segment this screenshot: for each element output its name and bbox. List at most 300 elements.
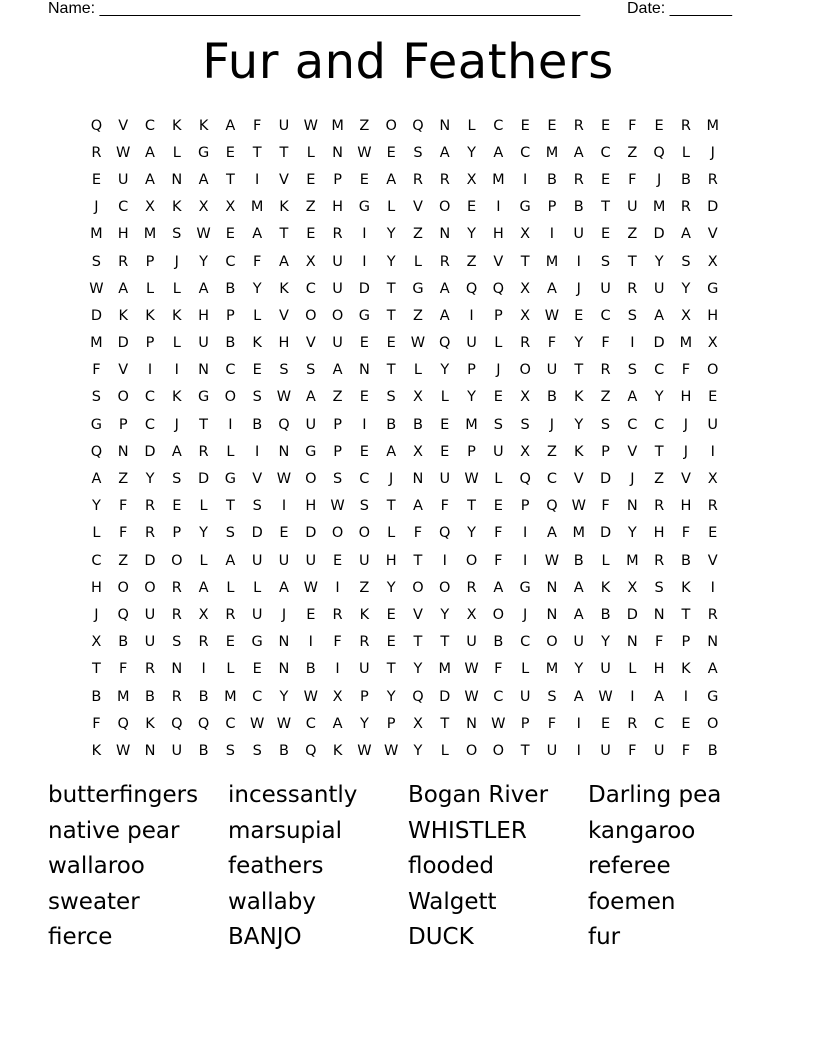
grid-letter: S <box>493 416 503 433</box>
grid-letter: I <box>335 579 340 596</box>
grid-letter: A <box>91 471 102 488</box>
grid-letter: C <box>118 199 129 216</box>
grid-letter: Z <box>412 226 423 243</box>
grid-letter: U <box>305 552 317 569</box>
grid-letter: C <box>520 144 531 161</box>
grid-letter: T <box>386 661 396 678</box>
grid-letter: I <box>308 634 313 651</box>
grid-letter: G <box>707 688 719 705</box>
grid-letter: D <box>599 525 612 542</box>
grid-letter: L <box>467 117 476 134</box>
grid-letter: P <box>145 335 155 352</box>
grid-letter: J <box>94 199 99 216</box>
grid-letter: N <box>171 171 183 188</box>
grid-letter: H <box>653 661 665 678</box>
grid-letter: T <box>654 443 664 460</box>
grid-letter: R <box>332 606 343 623</box>
grid-letter: L <box>306 144 315 161</box>
grid-row <box>83 547 726 574</box>
grid-letter: T <box>413 634 423 651</box>
grid-letter: O <box>465 742 478 759</box>
grid-letter: N <box>707 634 719 651</box>
grid-letter: F <box>413 525 423 542</box>
grid-letter: L <box>226 579 235 596</box>
grid-letter: W <box>116 742 131 759</box>
grid-letter: D <box>626 606 638 623</box>
grid-letter: Q <box>412 688 424 705</box>
grid-letter: W <box>410 335 426 352</box>
grid-letter: N <box>439 226 451 243</box>
grid-letter: T <box>279 226 289 243</box>
grid-letter: U <box>573 634 585 651</box>
grid-letter: O <box>117 579 129 596</box>
word-bank-item: incessantly <box>228 782 358 808</box>
grid-letter: O <box>305 307 317 324</box>
grid-letter: T <box>386 362 396 379</box>
grid-letter: M <box>224 688 237 705</box>
grid-letter: S <box>252 389 262 406</box>
grid-letter: K <box>573 443 584 460</box>
grid-letter: B <box>600 606 611 623</box>
grid-letter: A <box>493 144 504 161</box>
grid-letter: E <box>493 389 503 406</box>
grid-letter: F <box>92 715 101 732</box>
grid-letter: W <box>303 688 318 705</box>
grid-letter: E <box>332 552 343 569</box>
grid-letter: S <box>332 471 343 488</box>
grid-letter: T <box>520 742 530 759</box>
grid-letter: E <box>386 335 396 352</box>
grid-row <box>83 302 726 329</box>
grid-letter: G <box>90 416 103 433</box>
grid-letter: I <box>523 171 528 188</box>
grid-letter: C <box>305 715 316 732</box>
grid-letter: O <box>305 471 317 488</box>
grid-letter: G <box>707 280 719 297</box>
grid-letter: L <box>494 471 503 488</box>
word-bank-item: wallaby <box>228 888 316 915</box>
grid-letter: X <box>91 634 102 651</box>
grid-letter: Y <box>199 253 209 270</box>
grid-letter: M <box>706 117 719 134</box>
grid-letter: I <box>255 171 260 188</box>
grid-letter: L <box>226 661 235 678</box>
grid-letter: R <box>118 253 129 270</box>
grid-row <box>83 194 726 221</box>
grid-letter: O <box>144 579 156 596</box>
grid-letter: R <box>627 715 638 732</box>
grid-letter: L <box>253 579 262 596</box>
grid-letter: E <box>252 661 262 678</box>
grid-letter: E <box>547 117 557 134</box>
grid-letter: K <box>118 307 128 324</box>
grid-letter: Q <box>412 117 424 134</box>
name-field-label: Name: ______________________________________________________ <box>48 0 581 17</box>
grid-row <box>83 330 726 357</box>
grid-letter: I <box>683 688 689 705</box>
grid-row <box>83 411 726 438</box>
grid-letter: L <box>601 552 610 569</box>
grid-letter: B <box>680 552 691 569</box>
grid-letter: D <box>198 471 210 488</box>
grid-letter: Q <box>305 742 317 759</box>
grid-letter: E <box>520 117 530 134</box>
grid-letter: H <box>332 199 344 216</box>
grid-letter: N <box>546 579 558 596</box>
grid-letter: L <box>628 661 637 678</box>
grid-letter: Q <box>278 416 290 433</box>
grid-letter: X <box>707 471 718 488</box>
grid-letter: Y <box>413 661 423 678</box>
grid-row <box>83 683 726 710</box>
word-bank-item: referee <box>588 853 671 879</box>
grid-letter: U <box>359 661 370 678</box>
grid-letter: L <box>521 661 530 678</box>
grid-letter: L <box>387 525 396 542</box>
grid-letter: A <box>627 389 638 406</box>
grid-letter: U <box>600 742 611 759</box>
letter-grid <box>83 112 726 765</box>
date-field-label: Date: _______ <box>627 0 732 17</box>
grid-letter: C <box>654 362 665 379</box>
grid-letter: S <box>547 688 557 705</box>
grid-letter: L <box>199 498 208 515</box>
grid-letter: F <box>440 498 449 515</box>
grid-letter: B <box>305 661 316 678</box>
grid-letter: B <box>118 634 129 651</box>
grid-letter: X <box>198 199 209 216</box>
grid-letter: V <box>573 471 584 488</box>
grid-letter: M <box>572 525 585 542</box>
grid-letter: G <box>519 199 531 216</box>
grid-letter: M <box>331 117 344 134</box>
grid-letter: P <box>226 307 235 324</box>
grid-letter: W <box>464 661 479 678</box>
grid-letter: G <box>197 144 210 161</box>
grid-letter: R <box>654 498 665 515</box>
grid-letter: N <box>626 498 638 515</box>
grid-letter: Q <box>519 471 531 488</box>
grid-letter: V <box>680 471 691 488</box>
grid-row <box>83 493 726 520</box>
grid-letter: U <box>198 335 209 352</box>
grid-letter: A <box>573 606 584 623</box>
grid-letter: X <box>520 307 531 324</box>
grid-letter: W <box>303 117 318 134</box>
grid-letter: Y <box>145 471 155 488</box>
grid-letter: C <box>144 389 156 406</box>
grid-letter: S <box>600 416 611 433</box>
grid-letter: Y <box>199 525 209 542</box>
grid-letter: W <box>357 144 372 161</box>
grid-letter: E <box>225 634 235 651</box>
grid-letter: D <box>144 443 156 460</box>
grid-letter: L <box>494 335 503 352</box>
grid-letter: H <box>278 335 290 352</box>
grid-letter: U <box>466 335 477 352</box>
grid-letter: I <box>576 253 581 270</box>
grid-letter: M <box>492 171 505 188</box>
grid-letter: B <box>573 199 584 216</box>
grid-letter: D <box>439 688 451 705</box>
grid-letter: Y <box>574 661 584 678</box>
grid-letter: F <box>494 525 503 542</box>
grid-letter: S <box>252 498 262 515</box>
grid-letter: F <box>92 362 101 379</box>
grid-letter: B <box>91 688 102 705</box>
grid-letter: X <box>225 199 236 216</box>
grid-letter: Y <box>386 688 396 705</box>
grid-letter: L <box>413 253 422 270</box>
grid-letter: P <box>359 688 369 705</box>
grid-letter: F <box>681 362 691 379</box>
grid-letter: W <box>276 715 292 732</box>
grid-letter: G <box>305 443 317 460</box>
grid-letter: V <box>305 335 316 352</box>
grid-row <box>83 520 726 547</box>
grid-letter: D <box>653 335 665 352</box>
grid-letter: I <box>362 416 367 433</box>
grid-letter: H <box>492 226 504 243</box>
grid-letter: J <box>683 443 689 460</box>
grid-letter: C <box>225 253 236 270</box>
grid-letter: E <box>252 362 262 379</box>
grid-letter: T <box>199 416 209 433</box>
grid-letter: V <box>252 471 263 488</box>
grid-letter: A <box>654 307 665 324</box>
grid-letter: Y <box>627 525 637 542</box>
grid-letter: Y <box>654 389 664 406</box>
grid-letter: H <box>680 498 692 515</box>
grid-letter: A <box>198 171 209 188</box>
grid-letter: E <box>600 171 611 188</box>
grid-letter: A <box>573 688 584 705</box>
grid-letter: N <box>332 144 343 161</box>
grid-letter: K <box>332 742 343 759</box>
grid-letter: R <box>171 688 182 705</box>
grid-letter: U <box>278 117 290 134</box>
grid-letter: Y <box>386 226 396 243</box>
grid-letter: O <box>439 579 451 596</box>
grid-letter: J <box>174 253 179 270</box>
grid-letter: H <box>117 226 129 243</box>
grid-letter: E <box>225 144 235 161</box>
grid-letter: D <box>117 335 129 352</box>
grid-letter: J <box>683 416 689 433</box>
grid-letter: R <box>171 606 182 623</box>
grid-letter: E <box>466 199 477 216</box>
grid-letter: Q <box>197 715 210 732</box>
grid-letter: G <box>224 471 236 488</box>
grid-letter: A <box>279 579 289 596</box>
grid-letter: G <box>358 199 370 216</box>
grid-letter: S <box>225 525 235 542</box>
grid-letter: F <box>654 634 664 651</box>
grid-letter: R <box>707 606 718 623</box>
grid-letter: J <box>389 471 394 488</box>
grid-letter: T <box>386 280 396 297</box>
grid-letter: A <box>332 715 343 732</box>
grid-letter: B <box>493 634 504 651</box>
grid-letter: Q <box>653 144 665 161</box>
grid-letter: M <box>250 199 264 216</box>
word-bank-item: flooded <box>408 853 494 879</box>
grid-letter: T <box>279 144 289 161</box>
grid-letter: L <box>172 280 181 297</box>
grid-letter: C <box>91 552 102 569</box>
grid-letter: Z <box>359 579 370 596</box>
grid-letter: W <box>196 226 211 243</box>
grid-letter: H <box>653 525 665 542</box>
grid-letter: R <box>171 579 182 596</box>
grid-letter: Q <box>546 498 558 515</box>
grid-letter: Q <box>117 715 129 732</box>
grid-letter: U <box>251 606 263 623</box>
grid-letter: P <box>118 416 128 433</box>
grid-letter: K <box>172 389 182 406</box>
grid-letter: I <box>362 253 367 270</box>
grid-letter: E <box>574 307 584 324</box>
grid-letter: J <box>174 416 179 433</box>
grid-row <box>83 384 726 411</box>
grid-letter: U <box>546 362 558 379</box>
grid-letter: U <box>519 688 531 705</box>
grid-letter: U <box>332 280 343 297</box>
grid-letter: B <box>546 171 557 188</box>
grid-row <box>83 438 726 465</box>
grid-letter: F <box>681 742 691 759</box>
grid-letter: T <box>440 715 450 732</box>
grid-letter: M <box>545 253 559 270</box>
grid-letter: W <box>491 715 506 732</box>
grid-letter: J <box>656 171 662 188</box>
grid-letter: D <box>358 280 370 297</box>
grid-letter: U <box>600 661 611 678</box>
header <box>48 0 748 20</box>
grid-letter: J <box>630 471 635 488</box>
grid-letter: V <box>118 362 129 379</box>
grid-letter: W <box>303 579 318 596</box>
grid-letter: A <box>225 552 236 569</box>
grid-letter: B <box>707 742 718 759</box>
grid-letter: J <box>523 606 528 623</box>
grid-letter: O <box>492 606 505 623</box>
grid-letter: R <box>144 498 156 515</box>
grid-letter: A <box>546 280 557 297</box>
word-bank <box>48 778 768 956</box>
grid-letter: C <box>493 117 504 134</box>
word-bank-item: native pear <box>48 817 180 844</box>
grid-letter: H <box>385 552 397 569</box>
grid-letter: S <box>252 742 262 759</box>
word-bank-item: Bogan River <box>408 782 549 808</box>
grid-letter: U <box>439 471 451 488</box>
grid-row <box>83 248 726 275</box>
grid-letter: A <box>680 226 691 243</box>
grid-letter: S <box>91 389 101 406</box>
grid-row <box>83 166 726 193</box>
grid-letter: W <box>330 498 345 515</box>
grid-letter: A <box>439 144 450 161</box>
grid-letter: E <box>681 715 691 732</box>
grid-letter: K <box>573 389 584 406</box>
grid-letter: B <box>225 280 236 297</box>
grid-letter: W <box>357 742 372 759</box>
grid-letter: U <box>332 335 343 352</box>
grid-row <box>83 112 726 139</box>
grid-letter: B <box>680 171 691 188</box>
grid-letter: C <box>654 715 665 732</box>
grid-letter: S <box>359 498 369 515</box>
grid-letter: P <box>333 443 342 460</box>
grid-letter: Y <box>654 253 664 270</box>
grid-letter: K <box>145 715 155 732</box>
grid-letter: Y <box>359 715 369 732</box>
grid-row <box>83 737 726 764</box>
grid-letter: V <box>118 117 129 134</box>
grid-letter: I <box>147 362 153 379</box>
grid-letter: B <box>412 416 423 433</box>
grid-letter: N <box>278 634 290 651</box>
grid-letter: Y <box>440 362 450 379</box>
word-bank-item: sweater <box>48 888 140 915</box>
grid-letter: V <box>279 171 289 188</box>
grid-letter: F <box>681 525 691 542</box>
grid-letter: U <box>600 280 611 297</box>
grid-letter: S <box>600 253 611 270</box>
grid-letter: P <box>145 253 155 270</box>
grid-letter: P <box>467 443 476 460</box>
grid-letter: V <box>707 226 718 243</box>
grid-letter: W <box>116 144 131 161</box>
grid-row <box>83 221 726 248</box>
grid-letter: O <box>439 199 451 216</box>
grid-letter: L <box>681 144 690 161</box>
grid-row <box>83 357 726 384</box>
grid-letter: A <box>707 661 718 678</box>
grid-letter: Q <box>90 443 103 460</box>
grid-letter: E <box>225 226 235 243</box>
grid-letter: O <box>465 552 478 569</box>
grid-letter: E <box>440 416 450 433</box>
grid-letter: I <box>469 307 474 324</box>
grid-letter: R <box>573 171 584 188</box>
grid-letter: M <box>465 416 478 433</box>
grid-letter: I <box>228 416 233 433</box>
grid-letter: X <box>520 443 531 460</box>
grid-letter: P <box>601 443 610 460</box>
grid-letter: W <box>598 688 613 705</box>
grid-letter: S <box>91 253 101 270</box>
grid-letter: O <box>707 362 719 379</box>
grid-letter: U <box>359 552 370 569</box>
grid-letter: B <box>252 416 263 433</box>
grid-letter: R <box>466 579 477 596</box>
grid-letter: R <box>707 498 718 515</box>
grid-letter: G <box>519 579 531 596</box>
grid-letter: Z <box>466 253 477 270</box>
grid-letter: C <box>305 280 316 297</box>
grid-letter: R <box>412 171 423 188</box>
grid-letter: I <box>549 226 555 243</box>
grid-letter: F <box>253 117 262 134</box>
grid-letter: F <box>119 498 128 515</box>
grid-letter: D <box>251 525 263 542</box>
grid-letter: S <box>172 634 182 651</box>
grid-letter: H <box>198 307 210 324</box>
grid-letter: L <box>440 742 449 759</box>
grid-letter: S <box>172 226 182 243</box>
